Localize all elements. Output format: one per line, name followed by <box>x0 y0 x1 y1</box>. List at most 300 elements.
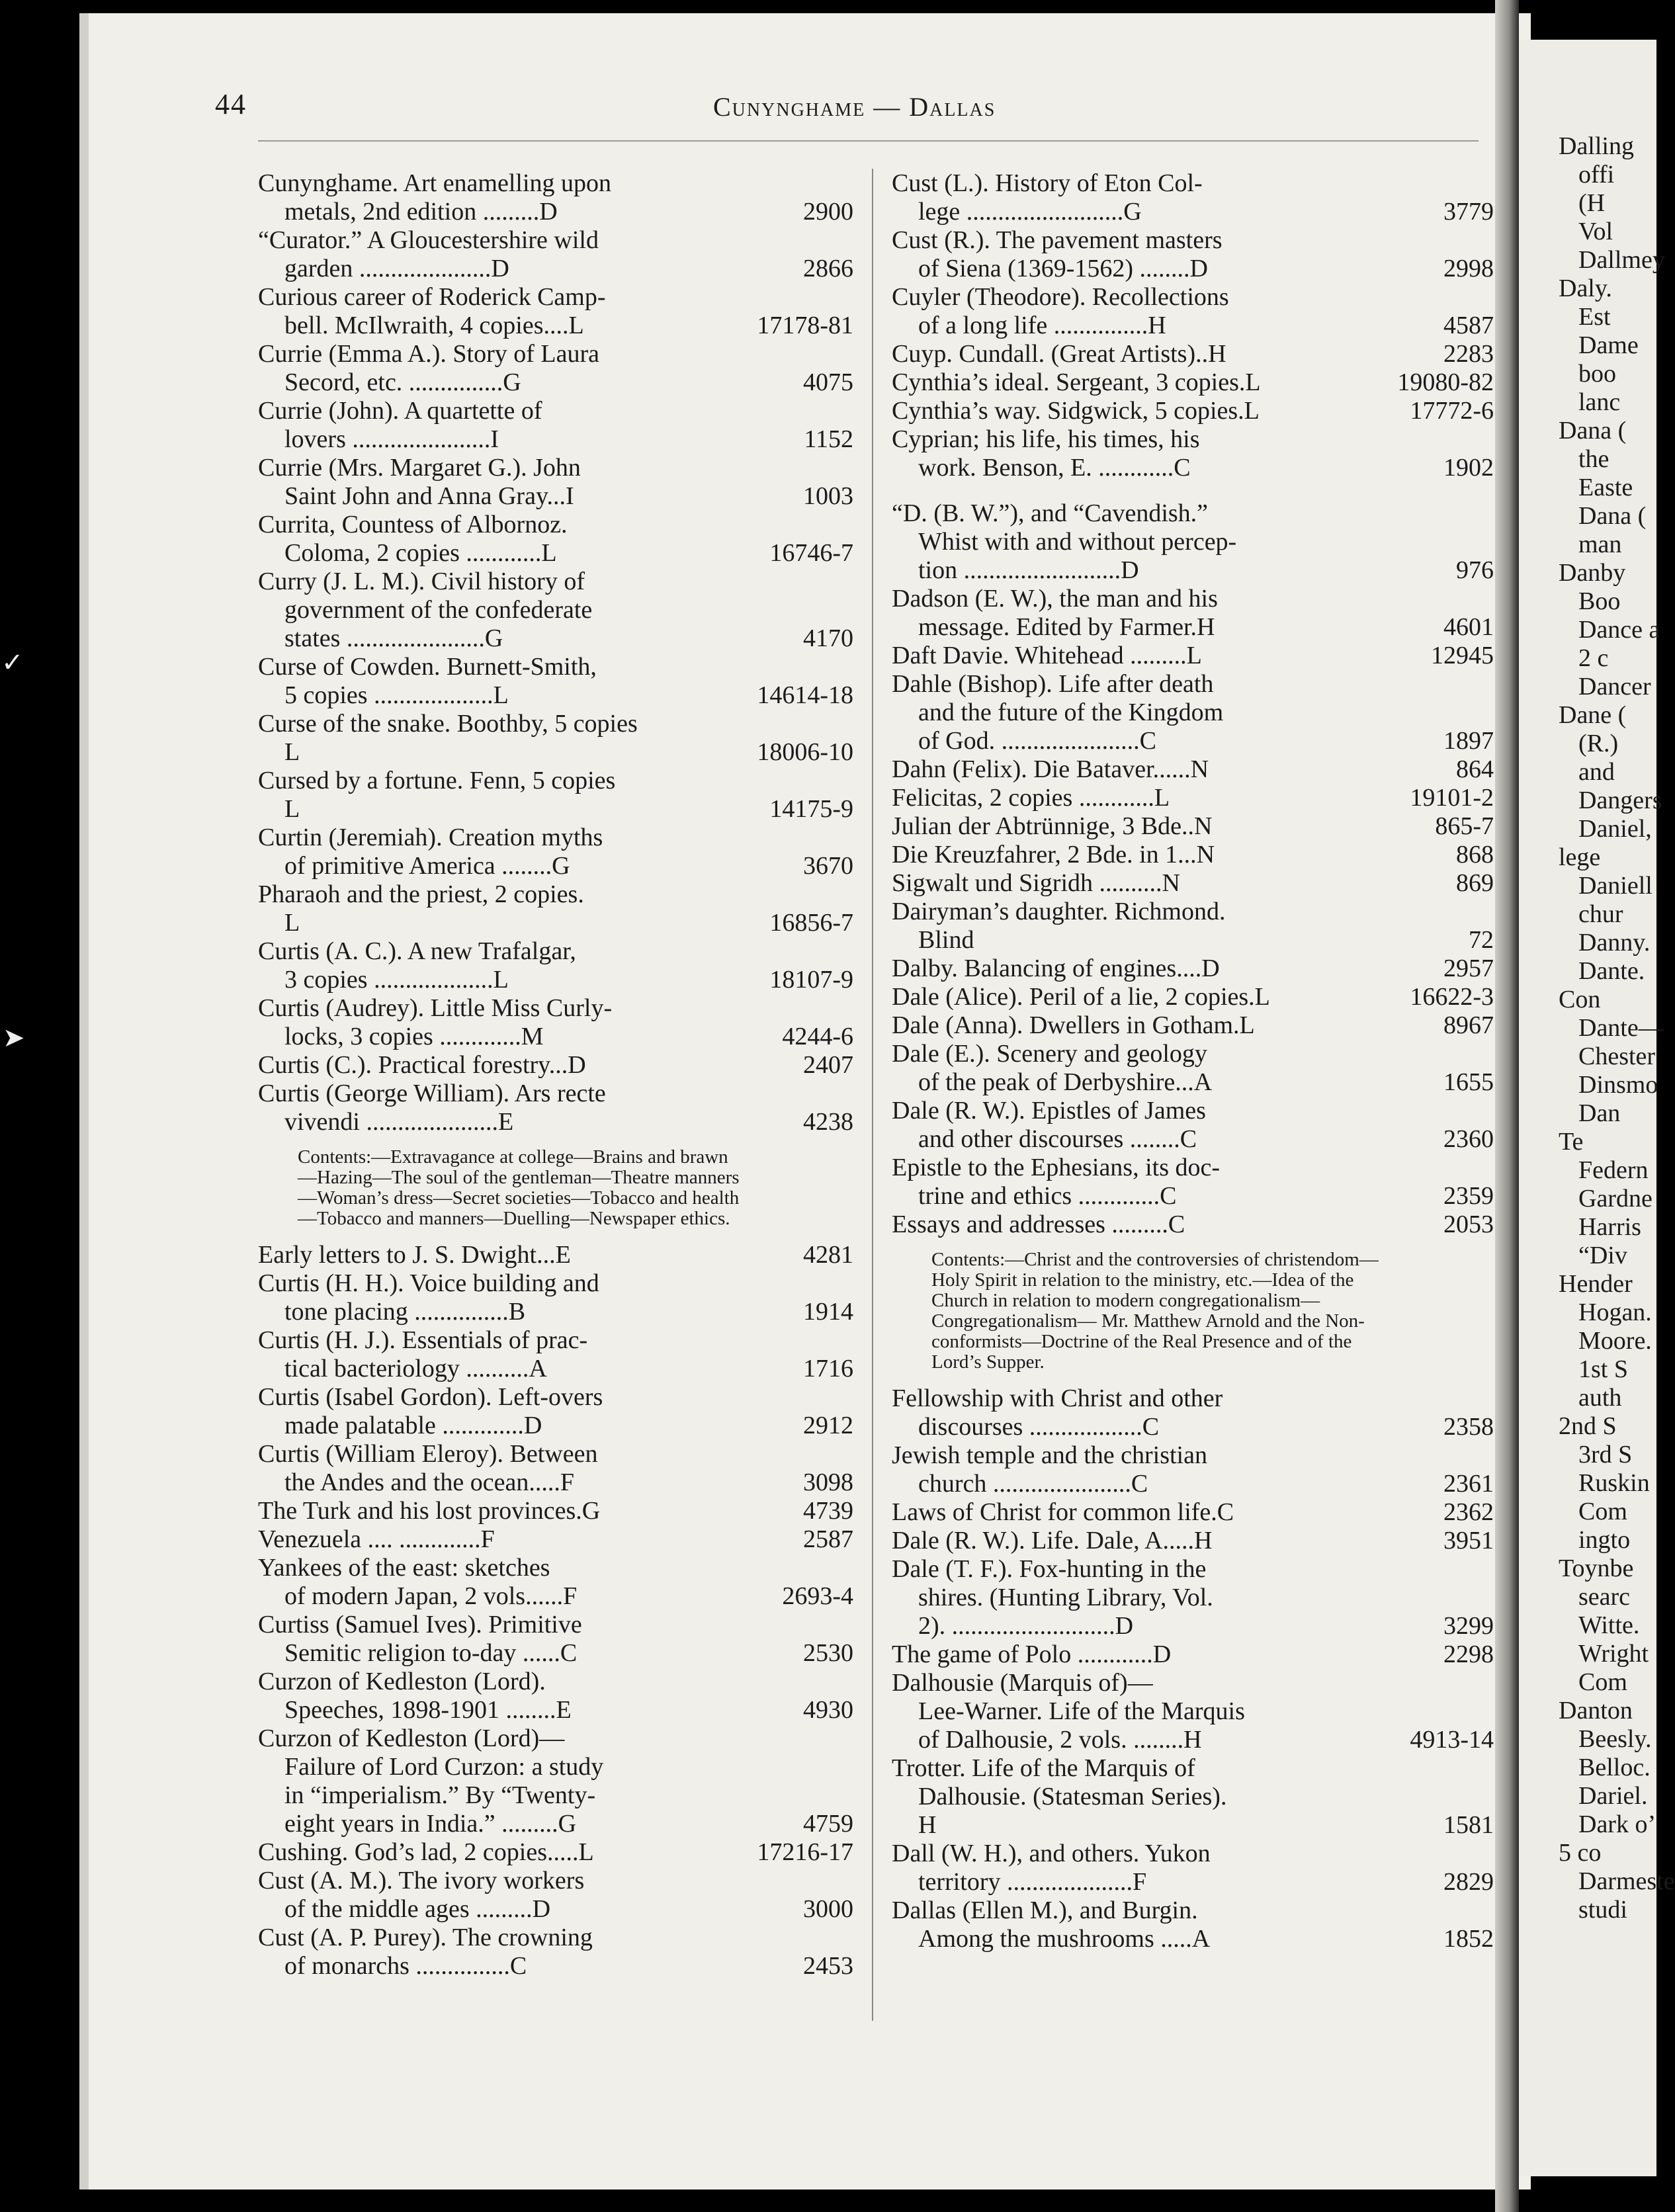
entry-line: tion .........................D <box>918 556 1139 584</box>
entry-line: The game of Polo ............D <box>892 1640 1172 1668</box>
call-number: 1902 <box>1443 454 1494 482</box>
index-entry <box>892 784 1494 812</box>
call-number: 2693-4 <box>782 1582 853 1610</box>
entry-line: 5 copies ...................L <box>284 681 509 709</box>
entry-line: Secord, etc. ...............G <box>284 368 521 396</box>
next-page-line: Est <box>1578 303 1611 331</box>
index-entry <box>892 1840 1494 1896</box>
call-number: 12945 <box>1431 642 1494 669</box>
page-number: 44 <box>215 88 247 120</box>
spacer <box>892 482 1494 499</box>
entry-line: and the future of the Kingdom <box>918 699 1224 726</box>
next-page-line: studi <box>1578 1896 1627 1924</box>
index-entry <box>892 812 1494 841</box>
call-number: 4075 <box>803 368 853 396</box>
header-rule <box>258 140 1479 142</box>
call-number: 1897 <box>1443 727 1494 755</box>
call-number: 72 <box>1469 926 1494 954</box>
next-page-line: Danton <box>1559 1697 1633 1724</box>
call-number: 4238 <box>803 1108 853 1136</box>
entry-line: Dale (R. W.). Life. Dale, A.....H <box>892 1527 1213 1554</box>
entry-line: Dale (R. W.). Epistles of James <box>892 1097 1206 1125</box>
entry-line: Die Kreuzfahrer, 2 Bde. in 1...N <box>892 841 1215 869</box>
entry-line: Dahle (Bishop). Life after death <box>892 670 1214 698</box>
next-page-line: Boo <box>1578 587 1621 615</box>
next-page-line: Dangers <box>1578 787 1662 814</box>
entry-line: The Turk and his lost provinces.G <box>258 1497 601 1525</box>
index-entry <box>258 1241 853 1269</box>
next-page-line: Chester <box>1578 1042 1656 1070</box>
call-number: 976 <box>1456 556 1494 584</box>
entry-line: Among the mushrooms .....A <box>918 1925 1211 1953</box>
entry-line: Curzon of Kedleston (Lord). <box>258 1668 546 1695</box>
index-entry <box>258 824 853 880</box>
entry-line: Dall (W. H.), and others. Yukon <box>892 1840 1211 1867</box>
book-gutter <box>1495 0 1519 2212</box>
index-entry <box>892 425 1494 482</box>
call-number: 4587 <box>1443 312 1494 339</box>
next-page-line: Com <box>1578 1668 1627 1696</box>
index-entry <box>258 937 853 994</box>
next-page-line: 1st S <box>1578 1355 1628 1383</box>
contents-note: Contents:—Extravagance at college—Brains and brawn—Hazing—The soul of the gentleman—Theatre manners—Woman’s dress—Secret societies—Tobacco and health—Tobacco and manners—Duelling—Newspaper ethics. <box>298 1146 740 1229</box>
next-page-line: 2nd S <box>1559 1412 1617 1440</box>
index-entry <box>892 1441 1494 1498</box>
next-page-line: Hender <box>1559 1270 1633 1298</box>
entry-line: Julian der Abtrünnige, 3 Bde..N <box>892 812 1213 840</box>
index-entry <box>892 1640 1494 1669</box>
index-entry <box>258 1724 853 1838</box>
index-entry <box>258 1611 853 1668</box>
index-entry <box>892 226 1494 283</box>
call-number: 2053 <box>1443 1211 1494 1238</box>
next-page-line: (H <box>1578 189 1606 217</box>
entry-line: Currita, Countess of Albornoz. <box>258 511 568 538</box>
call-number: 19080-82 <box>1397 368 1494 396</box>
entry-line: Dalhousie. (Statesman Series). <box>918 1783 1227 1810</box>
entry-line: bell. McIlwraith, 4 copies....L <box>284 312 584 339</box>
next-page-line: man <box>1578 531 1622 558</box>
next-page-line: Hogan. <box>1578 1298 1652 1326</box>
call-number: 3779 <box>1443 198 1494 226</box>
call-number: 3000 <box>803 1895 853 1923</box>
entry-line: shires. (Hunting Library, Vol. <box>918 1584 1213 1611</box>
index-entry <box>892 1154 1494 1211</box>
call-number: 16622-3 <box>1410 983 1494 1011</box>
next-page-line: and <box>1578 758 1615 786</box>
entry-line: Dale (T. F.). Fox-hunting in the <box>892 1555 1207 1583</box>
next-page-line: Daniell <box>1578 872 1653 900</box>
index-entry <box>892 585 1494 642</box>
index-entry <box>892 755 1494 784</box>
index-entry <box>892 1211 1494 1239</box>
call-number: 16746-7 <box>769 539 853 567</box>
call-number: 18006-10 <box>757 738 853 766</box>
entry-line: discourses ..................C <box>918 1413 1160 1441</box>
scan-mark: ➤ <box>3 1023 25 1052</box>
entry-line: 3 copies ...................L <box>284 966 509 994</box>
call-number: 2359 <box>1443 1182 1494 1210</box>
entry-line: Curry (J. L. M.). Civil history of <box>258 568 585 595</box>
next-page-line: Witte. <box>1578 1611 1640 1639</box>
entry-line: Curzon of Kedleston (Lord)— <box>258 1724 565 1752</box>
entry-line: Pharaoh and the priest, 2 copies. <box>258 880 584 908</box>
index-entry <box>258 1668 853 1724</box>
index-entry <box>892 1040 1494 1097</box>
entry-line: Venezuela .... .............F <box>258 1525 495 1553</box>
call-number: 1852 <box>1443 1925 1494 1953</box>
index-entry <box>258 397 853 454</box>
column-rule <box>872 169 873 2021</box>
entry-line: Laws of Christ for common life.C <box>892 1498 1234 1526</box>
index-entry <box>892 1384 1494 1441</box>
call-number: 4759 <box>803 1810 853 1838</box>
index-entry <box>258 454 853 511</box>
call-number: 2358 <box>1443 1413 1494 1441</box>
next-page-line: Com <box>1578 1498 1627 1525</box>
entry-line: Trotter. Life of the Marquis of <box>892 1754 1195 1782</box>
call-number: 2361 <box>1443 1470 1494 1498</box>
index-entry <box>892 1527 1494 1555</box>
next-page-line: 2 c <box>1578 644 1609 672</box>
entry-line: lovers ......................I <box>284 425 499 453</box>
entry-line: Failure of Lord Curzon: a study <box>284 1753 604 1781</box>
entry-line: “D. (B. W.”), and “Cavendish.” <box>892 499 1209 527</box>
entry-line: Cust (L.). History of Eton Col- <box>892 169 1203 197</box>
index-entry <box>892 983 1494 1011</box>
index-entry <box>258 283 853 340</box>
index-entry <box>258 1440 853 1497</box>
index-entry <box>258 1924 853 1980</box>
call-number: 2998 <box>1443 255 1494 282</box>
call-number: 3670 <box>803 852 853 880</box>
entry-line: Curtis (Isabel Gordon). Left-overs <box>258 1383 603 1411</box>
next-page-line: Te <box>1559 1128 1584 1156</box>
entry-line: Dahn (Felix). Die Bataver......N <box>892 755 1209 783</box>
call-number: 869 <box>1456 869 1494 897</box>
next-page-line: lanc <box>1578 388 1621 416</box>
next-page-line: Belloc. <box>1578 1754 1651 1781</box>
call-number: 4739 <box>803 1497 853 1525</box>
running-title: Cunynghame — Dallas <box>713 92 996 122</box>
entry-line: Blind <box>918 926 974 954</box>
index-entry <box>892 1555 1494 1640</box>
call-number: 1655 <box>1443 1068 1494 1096</box>
index-entry <box>258 169 853 226</box>
entry-line: Cushing. God’s lad, 2 copies.....L <box>258 1838 594 1866</box>
entry-line: Dadson (E. W.), the man and his <box>892 585 1218 613</box>
call-number: 17178-81 <box>757 312 853 339</box>
entry-line: Curtis (H. J.). Essentials of prac- <box>258 1326 588 1354</box>
index-entry <box>258 767 853 824</box>
entry-line: vivendi .....................E <box>284 1108 514 1136</box>
entry-line: Dalby. Balancing of engines....D <box>892 955 1220 982</box>
call-number: 2829 <box>1443 1868 1494 1896</box>
entry-line: Dallas (Ellen M.), and Burgin. <box>892 1896 1198 1924</box>
entry-line: Jewish temple and the christian <box>892 1441 1207 1469</box>
entry-line: Cynthia’s ideal. Sergeant, 3 copies.L <box>892 368 1261 396</box>
entry-line: Cynthia’s way. Sidgwick, 5 copies.L <box>892 397 1260 425</box>
next-page-line: Easte <box>1578 474 1633 501</box>
entry-line: tone placing ...............B <box>284 1298 526 1326</box>
entry-line: L <box>284 909 300 937</box>
entry-line: territory ....................F <box>918 1868 1147 1896</box>
call-number: 2298 <box>1443 1640 1494 1668</box>
call-number: 1152 <box>804 425 853 453</box>
index-entry <box>258 1497 853 1525</box>
index-entry <box>258 710 853 767</box>
next-page-line: Danny. <box>1578 929 1651 957</box>
entry-line: Early letters to J. S. Dwight...E <box>258 1241 571 1269</box>
entry-line: government of the confederate <box>284 596 593 624</box>
entry-line: Cust (A. P. Purey). The crowning <box>258 1924 593 1951</box>
entry-line: Currie (John). A quartette of <box>258 397 542 425</box>
index-entry <box>892 1669 1494 1754</box>
next-page-line: lege <box>1559 843 1601 871</box>
entry-line: Whist with and without percep- <box>918 528 1237 556</box>
call-number: 865-7 <box>1435 812 1494 840</box>
entry-line: made palatable .............D <box>284 1412 542 1439</box>
index-entry <box>258 1326 853 1383</box>
entry-line: Dale (Alice). Peril of a lie, 2 copies.L <box>892 983 1270 1011</box>
next-page-line: Dariel. <box>1578 1782 1648 1810</box>
next-page-line: ingto <box>1578 1526 1631 1554</box>
contents-note: Contents:—Christ and the controversies of christendom—Holy Spirit in relation to the ministry, etc.—Idea of the Church in relation to modern congregationalism—Congregationalism— Mr. Matthew Arnold and the Non-conformists—Doctrine of the Real Presence and of the Lord’s Supper. <box>931 1249 1379 1373</box>
next-page-line: Dante. <box>1578 957 1645 985</box>
entry-line: Curtis (William Eleroy). Between <box>258 1440 598 1468</box>
entry-line: Cyprian; his life, his times, his <box>892 425 1200 453</box>
entry-line: Currie (Emma A.). Story of Laura <box>258 340 600 368</box>
next-page-line: chur <box>1578 900 1623 928</box>
entry-line: of Dalhousie, 2 vols. ........H <box>918 1726 1202 1754</box>
entry-line: Curtis (H. H.). Voice building and <box>258 1269 599 1297</box>
entry-line: of God. ......................C <box>918 727 1156 755</box>
index-entry <box>258 226 853 283</box>
entry-line: Fellowship with Christ and other <box>892 1384 1223 1412</box>
call-number: 1914 <box>803 1298 853 1326</box>
next-page-line: Dame <box>1578 331 1639 359</box>
entry-line: of modern Japan, 2 vols......F <box>284 1582 578 1610</box>
next-page-line: Dana ( <box>1559 417 1627 445</box>
index-entry <box>892 1498 1494 1527</box>
entry-line: Cunynghame. Art enamelling upon <box>258 169 612 197</box>
call-number: 19101-2 <box>1410 784 1494 812</box>
next-page-line: Darmeste <box>1578 1867 1675 1895</box>
index-entry <box>258 1269 853 1326</box>
next-page-fragment <box>1519 40 1675 2176</box>
call-number: 2453 <box>803 1952 853 1980</box>
entry-line: Lee-Warner. Life of the Marquis <box>918 1697 1245 1725</box>
entry-line: Curious career of Roderick Camp- <box>258 283 606 311</box>
next-page-line: Dancer <box>1578 673 1651 701</box>
index-entry <box>892 1754 1494 1840</box>
entry-line: Curse of Cowden. Burnett-Smith, <box>258 653 597 681</box>
entry-line: Curtis (George William). Ars recte <box>258 1080 606 1107</box>
entry-line: Cuyler (Theodore). Recollections <box>892 283 1229 311</box>
next-page-line: Gardne <box>1578 1185 1653 1212</box>
next-page-line: Harris <box>1578 1213 1641 1241</box>
next-page-line: Dana ( <box>1578 502 1647 530</box>
next-page-line: Dante— <box>1578 1014 1664 1042</box>
next-page-line: Danby <box>1559 559 1626 587</box>
entry-line: Daft Davie. Whitehead .........L <box>892 642 1202 669</box>
call-number: 2283 <box>1443 340 1494 368</box>
column-left <box>258 169 853 1980</box>
entry-line: Currie (Mrs. Margaret G.). John <box>258 454 581 482</box>
index-entry <box>892 1011 1494 1040</box>
entry-line: 2). ..........................D <box>918 1612 1134 1640</box>
entry-line: Dale (Anna). Dwellers in Gotham.L <box>892 1011 1255 1039</box>
entry-line: Cust (A. M.). The ivory workers <box>258 1867 585 1894</box>
entry-line: eight years in India.” .........G <box>284 1810 577 1838</box>
next-page-line: Dane ( <box>1559 701 1627 729</box>
index-entry <box>258 994 853 1051</box>
next-page-line: Dark o’ <box>1578 1810 1656 1838</box>
index-entry <box>892 642 1494 670</box>
call-number: 2900 <box>803 198 853 226</box>
next-page-line: “Div <box>1578 1242 1627 1269</box>
next-page-line: Wright <box>1578 1640 1649 1668</box>
entry-line: tical bacteriology ..........A <box>284 1355 547 1382</box>
entry-line: “Curator.” A Gloucestershire wild <box>258 226 599 254</box>
call-number: 4930 <box>803 1696 853 1724</box>
next-page-line: Daly. <box>1559 275 1612 302</box>
call-number: 864 <box>1456 755 1494 783</box>
index-entry <box>258 1080 853 1136</box>
entry-line: Coloma, 2 copies ............L <box>284 539 557 567</box>
entry-line: Epistle to the Ephesians, its doc- <box>892 1154 1221 1181</box>
entry-line: Dalhousie (Marquis of)— <box>892 1669 1153 1697</box>
entry-line: of the peak of Derbyshire...A <box>918 1068 1213 1096</box>
index-entry <box>258 511 853 568</box>
entry-line: Saint John and Anna Gray...I <box>284 482 574 510</box>
entry-line: Cust (R.). The pavement masters <box>892 226 1223 254</box>
entry-line: Curse of the snake. Boothby, 5 copies <box>258 710 638 738</box>
entry-line: Dairyman’s daughter. Richmond. <box>892 898 1226 925</box>
index-entry <box>258 1525 853 1554</box>
index-entry <box>258 1051 853 1080</box>
index-entry <box>258 1867 853 1924</box>
call-number: 18107-9 <box>769 966 853 994</box>
entry-line: Yankees of the east: sketches <box>258 1554 550 1582</box>
entry-line: of primitive America ........G <box>284 852 570 880</box>
index-entry <box>892 368 1494 397</box>
entry-line: L <box>284 795 300 823</box>
index-entry <box>258 653 853 710</box>
next-page-line: Dallmey <box>1578 246 1665 274</box>
index-entry <box>892 397 1494 425</box>
index-entry <box>258 1383 853 1440</box>
call-number: 1581 <box>1443 1811 1494 1839</box>
column-right <box>892 169 1494 1953</box>
next-page-line: 3rd S <box>1578 1441 1633 1468</box>
next-page-line: Dance a <box>1578 616 1660 644</box>
entry-line: work. Benson, E. ............C <box>918 454 1191 482</box>
entry-line: Speeches, 1898-1901 ........E <box>284 1696 572 1724</box>
entry-line: Curtiss (Samuel Ives). Primitive <box>258 1611 582 1638</box>
next-page-line: auth <box>1578 1384 1622 1412</box>
entry-line: and other discourses ........C <box>918 1125 1197 1153</box>
index-entry <box>892 841 1494 869</box>
call-number: 3951 <box>1443 1527 1494 1554</box>
call-number: 4281 <box>803 1241 853 1269</box>
entry-line: the Andes and the ocean.....F <box>284 1468 574 1496</box>
entry-line: Curtis (A. C.). A new Trafalgar, <box>258 937 576 965</box>
entry-line: states ......................G <box>284 624 503 652</box>
call-number: 4170 <box>803 624 853 652</box>
call-number: 4913-14 <box>1410 1726 1494 1754</box>
next-page-line: Daniel, <box>1578 815 1652 843</box>
entry-line: Curtis (C.). Practical forestry...D <box>258 1051 586 1079</box>
call-number: 4244-6 <box>782 1023 853 1050</box>
next-page-line: offi <box>1578 161 1615 189</box>
next-page-line: Toynbe <box>1559 1554 1634 1582</box>
index-entry <box>892 1896 1494 1953</box>
call-number: 3299 <box>1443 1612 1494 1640</box>
entry-line: message. Edited by Farmer.H <box>918 613 1215 641</box>
entry-line: L <box>284 738 300 766</box>
entry-line: locks, 3 copies .............M <box>284 1023 544 1050</box>
index-entry <box>892 169 1494 226</box>
entry-line: of the middle ages .........D <box>284 1895 551 1923</box>
call-number: 1716 <box>803 1355 853 1382</box>
next-page-line: searc <box>1578 1583 1631 1611</box>
call-number: 17216-17 <box>757 1838 853 1866</box>
next-page-line: Con <box>1559 986 1601 1013</box>
call-number: 4601 <box>1443 613 1494 641</box>
entry-line: of a long life ...............H <box>918 312 1166 339</box>
entry-line: Sigwalt und Sigridh ..........N <box>892 869 1180 897</box>
entry-line: Dale (E.). Scenery and geology <box>892 1040 1207 1068</box>
index-entry <box>892 670 1494 755</box>
entry-line: Cuyp. Cundall. (Great Artists)..H <box>892 340 1226 368</box>
entry-line: Curtis (Audrey). Little Miss Curly- <box>258 994 613 1022</box>
entry-line: metals, 2nd edition .........D <box>284 198 558 226</box>
index-entry <box>258 880 853 937</box>
call-number: 2530 <box>803 1639 853 1667</box>
entry-line: Essays and addresses .........C <box>892 1211 1185 1238</box>
entry-line: of monarchs ...............C <box>284 1952 527 1980</box>
entry-line: in “imperialism.” By “Twenty- <box>284 1781 596 1809</box>
index-entry <box>892 1097 1494 1154</box>
index-entry <box>892 898 1494 955</box>
index-entry <box>892 869 1494 898</box>
index-entry <box>258 1838 853 1867</box>
index-entry <box>258 1554 853 1611</box>
call-number: 2360 <box>1443 1125 1494 1153</box>
scan-mark: ✓ <box>1 648 24 677</box>
call-number: 2587 <box>803 1525 853 1553</box>
index-entry <box>892 499 1494 585</box>
call-number: 2957 <box>1443 955 1494 982</box>
next-page-line: boo <box>1578 360 1616 388</box>
next-page-line: Vol <box>1578 218 1613 245</box>
index-entry <box>258 340 853 397</box>
call-number: 16856-7 <box>769 909 853 937</box>
call-number: 868 <box>1456 841 1494 869</box>
entry-line: church ......................C <box>918 1470 1148 1498</box>
next-page-line: Dalling <box>1559 132 1634 160</box>
next-page-line: (R.) <box>1578 730 1619 757</box>
entry-line: garden .....................D <box>284 255 509 282</box>
next-page-line: Federn <box>1578 1156 1649 1184</box>
entry-line: Felicitas, 2 copies ............L <box>892 784 1170 812</box>
entry-line: Curtin (Jeremiah). Creation myths <box>258 824 603 851</box>
index-entry <box>892 955 1494 983</box>
next-page-line: Beesly. <box>1578 1725 1652 1753</box>
next-page-line: Ruskin <box>1578 1469 1650 1497</box>
next-page-line: Moore. <box>1578 1327 1652 1355</box>
